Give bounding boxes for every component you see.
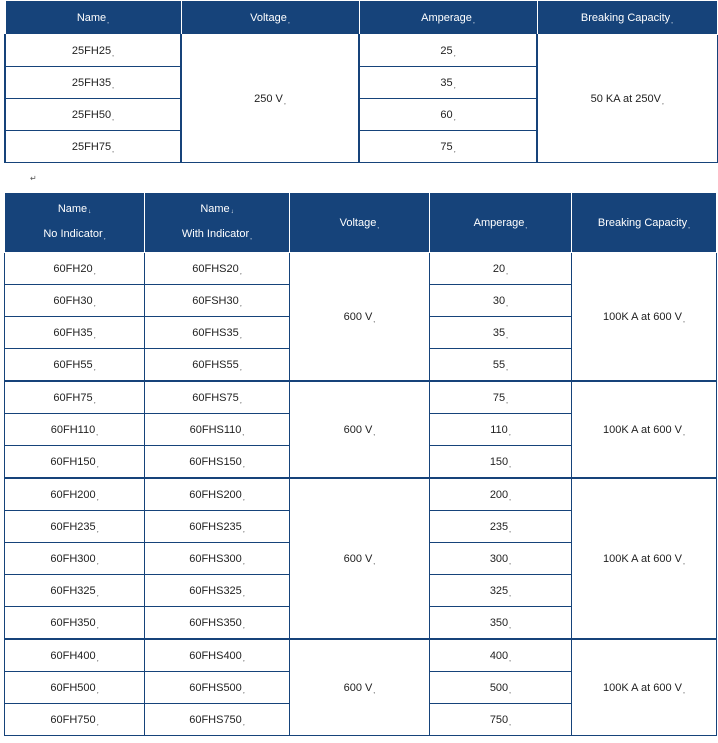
cell-amperage: 200˳ xyxy=(430,478,572,511)
cell-name-no-indicator: 60FH20˳ xyxy=(5,253,145,285)
cell-amperage: 20˳ xyxy=(430,253,572,285)
cell-name: 25FH50˳ xyxy=(5,99,181,131)
table-row xyxy=(5,381,717,414)
cell-name-with-indicator: 60FHS150˳ xyxy=(145,446,290,479)
cell-amperage: 235˳ xyxy=(430,511,572,543)
cell-name-with-indicator: 60FHS55˳ xyxy=(145,349,290,382)
cell-voltage: 250 V˳ xyxy=(181,35,359,163)
cell-name-no-indicator: 60FH150˳ xyxy=(5,446,145,479)
cell-name-no-indicator: 60FH55˳ xyxy=(5,349,145,382)
cell-amperage: 25˳ xyxy=(359,35,537,67)
fuse-table-250v xyxy=(4,0,718,163)
cell-amperage: 60˳ xyxy=(359,99,537,131)
cell-amperage: 325˳ xyxy=(430,575,572,607)
cell-name-with-indicator: 60FHS400˳ xyxy=(145,639,290,672)
table-row xyxy=(5,253,717,285)
cell-amperage: 300˳ xyxy=(430,543,572,575)
cell-name-no-indicator: 60FH325˳ xyxy=(5,575,145,607)
cell-name-no-indicator: 60FH300˳ xyxy=(5,543,145,575)
cell-name-with-indicator: 60FHS500˳ xyxy=(145,672,290,704)
cell-amperage: 500˳ xyxy=(430,672,572,704)
cell-amperage: 75˳ xyxy=(430,381,572,414)
cell-name-no-indicator: 60FH400˳ xyxy=(5,639,145,672)
cell-name: 25FH75˳ xyxy=(5,131,181,163)
cell-breaking-capacity: 100K A at 600 V˳ xyxy=(572,639,717,736)
table-row xyxy=(5,478,717,511)
cell-name: 25FH25˳ xyxy=(5,35,181,67)
cell-amperage: 75˳ xyxy=(359,131,537,163)
cell-voltage: 600 V˳ xyxy=(290,478,430,639)
table-row xyxy=(5,639,717,672)
cell-name-no-indicator: 60FH110˳ xyxy=(5,414,145,446)
cell-name-no-indicator: 60FH35˳ xyxy=(5,317,145,349)
cell-name: 25FH35˳ xyxy=(5,67,181,99)
cell-amperage: 55˳ xyxy=(430,349,572,382)
cell-name-no-indicator: 60FH750˳ xyxy=(5,704,145,736)
cell-name-with-indicator: 60FHS750˳ xyxy=(145,704,290,736)
cell-voltage: 600 V˳ xyxy=(290,639,430,736)
cell-breaking-capacity: 100K A at 600 V˳ xyxy=(572,478,717,639)
cell-name-with-indicator: 60FHS200˳ xyxy=(145,478,290,511)
cell-breaking-capacity: 50 KA at 250V˳ xyxy=(537,35,717,163)
header-breaking-capacity: Breaking Capacity˳ xyxy=(572,193,717,253)
header-amperage: Amperage˳ xyxy=(430,193,572,253)
cell-amperage: 150˳ xyxy=(430,446,572,479)
header-voltage: Voltage˳ xyxy=(290,193,430,253)
header-breaking-capacity: Breaking Capacity˳ xyxy=(537,1,717,35)
header-name: Name˳ xyxy=(5,1,181,35)
cell-name-no-indicator: 60FH235˳ xyxy=(5,511,145,543)
cell-voltage: 600 V˳ xyxy=(290,253,430,382)
cell-name-no-indicator: 60FH200˳ xyxy=(5,478,145,511)
cell-amperage: 35˳ xyxy=(359,67,537,99)
cell-amperage: 30˳ xyxy=(430,285,572,317)
cell-name-no-indicator: 60FH500˳ xyxy=(5,672,145,704)
cell-breaking-capacity: 100K A at 600 V˳ xyxy=(572,253,717,382)
cell-name-with-indicator: 60FHS325˳ xyxy=(145,575,290,607)
header-voltage: Voltage˳ xyxy=(181,1,359,35)
cell-name-with-indicator: 60FHS110˳ xyxy=(145,414,290,446)
cell-name-with-indicator: 60FHS350˳ xyxy=(145,607,290,640)
cell-amperage: 110˳ xyxy=(430,414,572,446)
cell-name-no-indicator: 60FH30˳ xyxy=(5,285,145,317)
header-name-no-indicator: Name↓ No Indicator˳ xyxy=(5,193,145,253)
cell-amperage: 400˳ xyxy=(430,639,572,672)
cell-amperage: 750˳ xyxy=(430,704,572,736)
header-amperage: Amperage˳ xyxy=(359,1,537,35)
cell-voltage: 600 V˳ xyxy=(290,381,430,478)
cell-name-no-indicator: 60FH75˳ xyxy=(5,381,145,414)
cell-name-no-indicator: 60FH350˳ xyxy=(5,607,145,640)
cell-name-with-indicator: 60FHS35˳ xyxy=(145,317,290,349)
cell-name-with-indicator: 60FHS20˳ xyxy=(145,253,290,285)
cell-name-with-indicator: 60FHS235˳ xyxy=(145,511,290,543)
fuse-table-600v xyxy=(4,192,717,736)
header-name-with-indicator: Name↓ With Indicator˳ xyxy=(145,193,290,253)
paragraph-mark: ↵ xyxy=(30,174,37,183)
cell-name-with-indicator: 60FHS300˳ xyxy=(145,543,290,575)
cell-name-with-indicator: 60FSH30˳ xyxy=(145,285,290,317)
cell-amperage: 350˳ xyxy=(430,607,572,640)
cell-name-with-indicator: 60FHS75˳ xyxy=(145,381,290,414)
cell-breaking-capacity: 100K A at 600 V˳ xyxy=(572,381,717,478)
cell-amperage: 35˳ xyxy=(430,317,572,349)
